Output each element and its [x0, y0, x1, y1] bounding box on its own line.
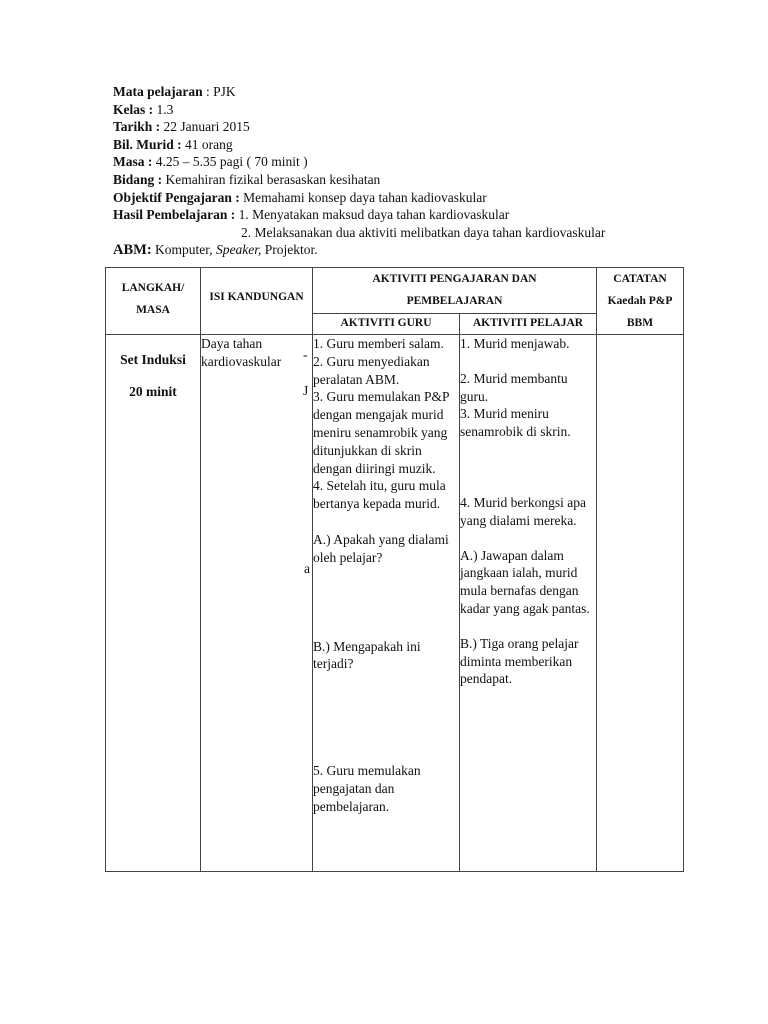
objective-line: [113, 189, 713, 207]
time-value: 4.25 – 5.35 pagi ( 70 minit ): [155, 154, 308, 170]
student-activity-header: AKTIVITI PELAJAR: [460, 314, 597, 335]
field-label: Bidang :: [113, 171, 163, 187]
teacher-question-a: A.) Apakah yang dialami oleh pelajar?: [313, 531, 449, 565]
time-label: Masa :: [113, 154, 153, 170]
class-label: Kelas :: [113, 101, 154, 117]
student-activity-cell: [460, 335, 597, 872]
class-value: 1.3: [156, 101, 174, 117]
objective-label: Objektif Pengajaran :: [113, 189, 240, 205]
outcome-label: Hasil Pembelajaran :: [113, 207, 236, 223]
subject-line: [113, 83, 713, 101]
abm-value-projector: Projektor.: [264, 242, 318, 258]
content-cell: [201, 335, 313, 872]
notes-header-line-3: BBM: [626, 317, 654, 329]
student-answer-b: B.) Tiga orang pelajar diminta memberikan pendapat.: [460, 635, 579, 687]
teacher-activity-header: AKTIVITI GURU: [313, 314, 460, 335]
abm-value-computer: Komputer,: [155, 242, 213, 258]
teacher-step-4: 4. Setelah itu, guru mula bertanya kepada murid.: [313, 478, 446, 512]
date-value: 22 Januari 2015: [163, 119, 250, 135]
notes-cell: [597, 335, 684, 872]
abm-value-speaker: Speaker,: [216, 242, 262, 258]
stage-time: 20 minit: [129, 384, 177, 399]
stage-title: Set Induksi: [120, 352, 186, 367]
activity-header: [313, 268, 597, 314]
outcome-line: [113, 206, 713, 224]
outcome-item-2: 2. Melaksanakan dua aktiviti melibatkan daya tahan kardiovaskular: [241, 224, 606, 240]
notes-header-line-1: CATATAN: [613, 273, 667, 285]
students-label: Bil. Murid :: [113, 136, 182, 152]
subject-label: Mata pelajaran: [113, 84, 203, 99]
date-label: Tarikh :: [113, 119, 161, 135]
teacher-step-1: 1. Guru memberi salam.: [313, 336, 444, 351]
activity-header-line-1: AKTIVITI PENGAJARAN DAN: [372, 273, 537, 285]
stage-cell: [106, 335, 201, 872]
teacher-step-3: 3. Guru memulakan P&P dengan mengajak murid meniru senamrobik yang ditunjukkan di skrin dengan diiringi muzik.: [313, 389, 449, 476]
subject-value: : PJK: [205, 84, 236, 99]
students-value: 41 orang: [185, 136, 233, 152]
students-line: [113, 136, 713, 154]
outcome-item-1: 1. Menyatakan maksud daya tahan kardiovaskular: [238, 207, 510, 223]
time-line: [113, 153, 713, 171]
field-line: [113, 171, 713, 189]
stage-header: LANGKAH/ MASA: [106, 268, 201, 335]
content-text: Daya tahan kardiovaskular: [201, 336, 282, 369]
outcome-line-2: [113, 224, 713, 242]
class-line: [113, 101, 713, 119]
teacher-step-2: 2. Guru menyediakan peralatan ABM.: [313, 353, 430, 387]
date-line: [113, 118, 713, 136]
stray-a-mark: a: [304, 561, 310, 576]
content-header: ISI KANDUNGAN: [201, 268, 313, 335]
student-step-1: 1. Murid menjawab.: [460, 336, 570, 351]
field-value: Kemahiran fizikal berasaskan kesihatan: [165, 171, 381, 187]
activity-header-line-2: PEMBELAJARAN: [406, 295, 503, 307]
stray-dash-mark: -: [303, 347, 308, 362]
teacher-question-b: B.) Mengapakah ini terjadi?: [313, 638, 421, 672]
student-step-4: 4. Murid berkongsi apa yang dialami mereka.: [460, 494, 586, 528]
abm-label: ABM:: [113, 242, 152, 259]
teacher-activity-cell: [313, 335, 460, 872]
student-step-3: 3. Murid meniru senamrobik di skrin.: [460, 406, 571, 440]
student-step-2: 2. Murid membantu guru.: [460, 370, 568, 404]
lesson-header: [113, 83, 713, 259]
teacher-step-5: 5. Guru memulakan pengajatan dan pembelajaran.: [313, 763, 421, 814]
student-answer-a: A.) Jawapan dalam jangkaan ialah, murid mula bernafas dengan kadar yang agak pantas.: [460, 547, 590, 616]
stray-j-mark: J: [303, 383, 309, 398]
abm-line: [113, 241, 713, 259]
lesson-plan-table: [105, 267, 684, 872]
notes-header-line-2: Kaedah P&P: [607, 295, 673, 307]
notes-header: [597, 268, 684, 335]
objective-value: Memahami konsep daya tahan kadiovaskular: [243, 189, 487, 205]
